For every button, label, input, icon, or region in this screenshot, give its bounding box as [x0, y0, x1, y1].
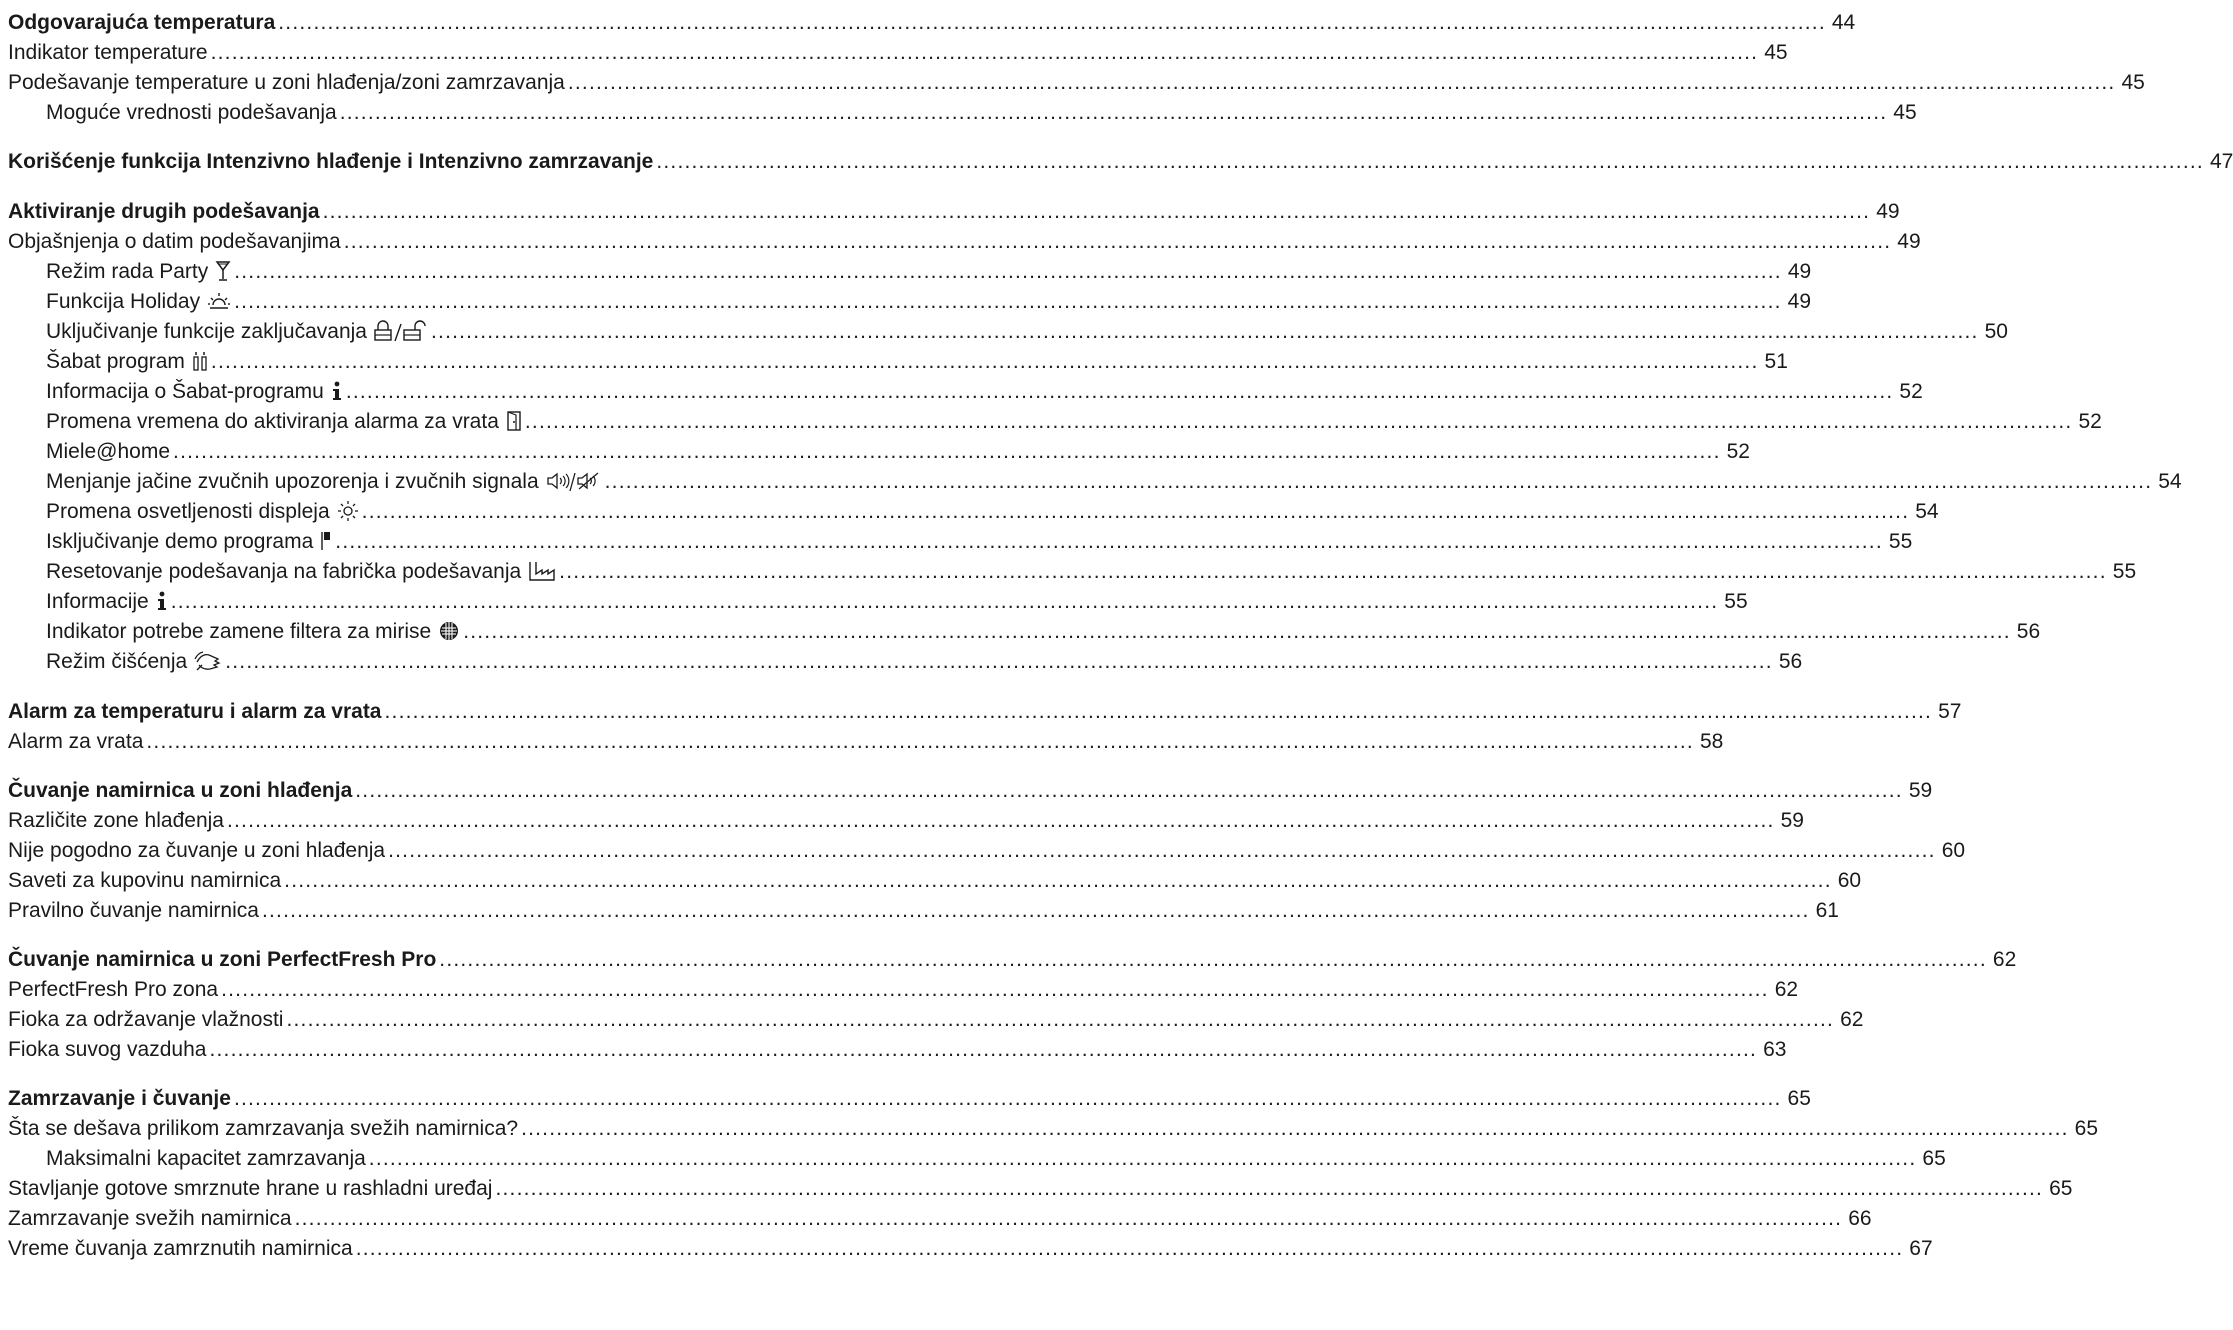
toc-entry[interactable] [8, 1109, 2099, 1140]
dot-leader: ............................................................................................................................................................................................................................ [559, 560, 2107, 583]
toc-entry-title [8, 12, 275, 33]
toc-entry[interactable] [8, 891, 1839, 922]
toc-entry[interactable] [8, 940, 2017, 971]
dot-leader: ............................................................................................................................................................................................................................ [361, 500, 1910, 523]
toc-entry-title [8, 1118, 518, 1139]
page-number: 56 [1778, 650, 1803, 673]
page-number: 45 [1764, 41, 1788, 64]
page-number: 62 [1774, 978, 1799, 1001]
toc-entry-title [46, 560, 556, 582]
toc-entry[interactable] [8, 33, 1788, 64]
page-number: 49 [1787, 290, 1812, 313]
dot-leader: ............................................................................................................................................................................................................................ [384, 700, 1933, 723]
toc-entry-label: Fioka za održavanje vlažnosti [8, 1008, 284, 1031]
toc-entry[interactable] [8, 1030, 1787, 1061]
dot-leader: ............................................................................................................................................................................................................................ [225, 650, 1773, 673]
dot-leader: ............................................................................................................................................................................................................................ [431, 320, 1979, 343]
toc-entry-label: PerfectFresh Pro zona [8, 978, 219, 1001]
lock-unlock-icon [374, 320, 428, 342]
toc-entry-label: Uključivanje funkcije zaključavanja [46, 320, 367, 343]
toc-entry-title [8, 810, 224, 831]
page-number: 54 [2158, 470, 2182, 493]
toc-entry[interactable] [8, 312, 2008, 343]
toc-entry-title [8, 870, 281, 891]
toc-entry-label: Vreme čuvanja zamrznutih namirnica [8, 1237, 353, 1260]
page-number: 52 [1726, 440, 1750, 463]
toc-entry[interactable] [8, 1000, 1864, 1031]
toc-entry-title [8, 231, 341, 252]
toc-entry-title [46, 290, 231, 312]
brightness-icon [337, 500, 359, 522]
toc-entry-label: Šabat program [46, 350, 185, 373]
page-number: 66 [1848, 1207, 1872, 1230]
toc-entry-title [8, 900, 259, 921]
page-number: 65 [1787, 1087, 1811, 1110]
toc-entry-title [46, 620, 460, 642]
dot-leader: ............................................................................................................................................................................................................................ [221, 978, 1769, 1001]
page-number: 59 [1908, 779, 1933, 802]
toc-entry[interactable] [8, 1139, 1946, 1170]
toc-entry-label: Režim rada Party [46, 260, 209, 283]
page-number: 63 [1763, 1038, 1787, 1061]
dot-leader: ............................................................................................................................................................................................................................ [345, 380, 1894, 403]
dot-leader: ............................................................................................................................................................................................................................ [355, 779, 1903, 802]
toc-entry[interactable] [8, 93, 1917, 124]
page-number: 60 [1837, 869, 1862, 892]
toc-entry-title [8, 1088, 231, 1109]
toc-entry[interactable] [8, 642, 1803, 673]
dot-leader: ............................................................................................................................................................................................................................ [339, 101, 1888, 124]
page-number: 49 [1787, 260, 1812, 283]
toc-entry-label: Nije pogodno za čuvanje u zoni hlađenja [8, 839, 386, 862]
info-icon [331, 380, 343, 402]
toc-entry-title [46, 260, 231, 282]
toc-entry[interactable] [8, 192, 1900, 223]
dot-leader: ............................................................................................................................................................................................................................ [656, 150, 2204, 173]
toc-entry-label: Čuvanje namirnica u zoni PerfectFresh Pro [8, 948, 437, 971]
toc-entry-title [46, 530, 332, 552]
page-number: 61 [1815, 899, 1839, 922]
toc-entry-title [46, 102, 337, 123]
toc-entry-title [8, 72, 565, 93]
page-number: 55 [2112, 560, 2137, 583]
toc-entry[interactable] [8, 142, 2233, 173]
dot-leader: ............................................................................................................................................................................................................................ [278, 11, 1826, 34]
page-number: 65 [2074, 1117, 2099, 1140]
toc-entry-label: Različite zone hlađenja [8, 809, 224, 832]
dot-leader: ............................................................................................................................................................................................................................ [439, 948, 1987, 971]
dot-leader: ............................................................................................................................................................................................................................ [521, 1117, 2069, 1140]
dot-leader: ............................................................................................................................................................................................................................ [226, 809, 1775, 832]
toc-entry[interactable] [8, 282, 1812, 313]
toc-entry[interactable] [8, 831, 1966, 862]
toc-entry-title [8, 1208, 292, 1229]
page-number: 52 [1899, 380, 1923, 403]
page-number: 57 [1938, 700, 1962, 723]
toc-entry[interactable] [8, 612, 2041, 643]
toc-entry[interactable] [8, 1079, 1811, 1110]
toc-entry-label: Isključivanje demo programa [46, 530, 314, 553]
toc-entry-label: Promena vremena do aktiviranja alarma za vrata [46, 410, 499, 433]
page-number: 58 [1699, 730, 1724, 753]
toc-entry[interactable] [8, 801, 1804, 832]
page-number: 47 [2209, 150, 2233, 173]
toc-entry-label: Objašnjenja o datim podešavanjima [8, 230, 341, 253]
toc-entry-label: Menjanje jačine zvučnih upozorenja i zvučnih signala [46, 470, 539, 493]
toc-entry-label: Alarm za vrata [8, 730, 144, 753]
dot-leader: ............................................................................................................................................................................................................................ [343, 230, 1892, 253]
demo-flag-icon [320, 530, 332, 552]
toc-entry-title [8, 42, 208, 63]
page-number: 45 [1893, 101, 1917, 124]
toc-entry[interactable] [8, 552, 2137, 583]
toc-entry[interactable] [8, 222, 1921, 253]
toc-entry[interactable] [8, 861, 1862, 892]
dot-leader: ............................................................................................................................................................................................................................ [388, 839, 1936, 862]
toc-entry-label: Resetovanje podešavanja na fabrička podešavanja [46, 560, 522, 583]
toc-entry-label: Maksimalni kapacitet zamrzavanja [46, 1147, 366, 1170]
dot-leader: ............................................................................................................................................................................................................................ [335, 530, 1883, 553]
factory-icon [528, 560, 556, 582]
toc-entry-label: Indikator potrebe zamene filtera za mirise [46, 620, 432, 643]
toc-entry-title [8, 780, 352, 801]
page-number: 49 [1897, 230, 1921, 253]
toc-entry-title [8, 201, 320, 222]
toc-entry-title [8, 151, 653, 172]
dot-leader: ............................................................................................................................................................................................................................ [146, 730, 1694, 753]
page-number: 62 [1992, 948, 2017, 971]
page-number: 62 [1840, 1008, 1864, 1031]
toc-entry[interactable] [8, 63, 2145, 94]
toc-entry[interactable] [8, 462, 2182, 493]
toc-entry-label: Režim čišćenja [46, 650, 188, 673]
toc-entry-label: Miele@home [46, 440, 171, 463]
door-icon [506, 410, 522, 432]
page-number: 54 [1915, 500, 1939, 523]
page-number: 45 [2121, 71, 2145, 94]
toc-entry-label: Informacija o Šabat-programu [46, 380, 324, 403]
page-number: 49 [1876, 200, 1900, 223]
page-number: 55 [1724, 590, 1748, 613]
toc-entry-title [46, 1148, 366, 1169]
toc-entry[interactable] [8, 522, 1913, 553]
page-number: 44 [1831, 11, 1856, 34]
page-number: 55 [1888, 530, 1913, 553]
dot-leader: ............................................................................................................................................................................................................................ [210, 350, 1759, 373]
toc-entry[interactable] [8, 402, 2102, 433]
dot-leader: ............................................................................................................................................................................................................................ [210, 41, 1759, 64]
toc-entry-label: Podešavanje temperature u zoni hlađenja/zoni zamrzavanja [8, 71, 565, 94]
toc-entry-label: Zamrzavanje i čuvanje [8, 1087, 231, 1110]
toc-entry-label: Odgovarajuća temperatura [8, 11, 276, 34]
party-glass-icon [215, 260, 231, 282]
sabbath-candles-icon [192, 350, 208, 372]
filter-icon [438, 620, 460, 642]
toc-entry-title [8, 1238, 353, 1259]
toc-entry[interactable] [8, 582, 1748, 613]
toc-entry-label: Alarm za temperaturu i alarm za vrata [8, 700, 382, 723]
dot-leader: ............................................................................................................................................................................................................................ [495, 1177, 2044, 1200]
toc-entry-label: Čuvanje namirnica u zoni hlađenja [8, 779, 353, 802]
toc-entry-title [46, 380, 343, 402]
toc-entry[interactable] [8, 342, 1788, 373]
dot-leader: ............................................................................................................................................................................................................................ [567, 71, 2116, 94]
dot-leader: ............................................................................................................................................................................................................................ [284, 869, 1832, 892]
dot-leader: ............................................................................................................................................................................................................................ [233, 1087, 1782, 1110]
page-number: 56 [2016, 620, 2041, 643]
toc-entry[interactable] [8, 722, 1724, 753]
toc-entry[interactable] [8, 1199, 1872, 1230]
dot-leader: ............................................................................................................................................................................................................................ [322, 200, 1871, 223]
toc-entry[interactable] [8, 1229, 1933, 1260]
toc-entry[interactable] [8, 771, 1933, 802]
page-number: 51 [1764, 350, 1788, 373]
dot-leader: ............................................................................................................................................................................................................................ [294, 1207, 1843, 1230]
toc-entry-label: Funkcija Holiday [46, 290, 201, 313]
dot-leader: ............................................................................................................................................................................................................................ [604, 470, 2153, 493]
toc-entry[interactable] [8, 3, 1856, 34]
speaker-on-off-icon [546, 470, 602, 492]
toc-entry-title [46, 470, 602, 492]
toc-entry-title [8, 1009, 283, 1030]
dot-leader: ............................................................................................................................................................................................................................ [524, 410, 2073, 433]
info-icon [156, 590, 168, 612]
toc-entry-title [8, 840, 385, 861]
dot-leader: ............................................................................................................................................................................................................................ [170, 590, 1719, 613]
toc-entry-title [8, 1039, 206, 1060]
page-number: 65 [2049, 1177, 2073, 1200]
dot-leader: ............................................................................................................................................................................................................................ [234, 260, 1782, 283]
toc-entry-title [46, 320, 428, 342]
toc-entry-title [46, 410, 522, 432]
page-number: 65 [1922, 1147, 1946, 1170]
holiday-sun-icon [207, 290, 231, 312]
cleaning-hand-icon [194, 650, 222, 672]
dot-leader: ............................................................................................................................................................................................................................ [368, 1147, 1917, 1170]
toc-entry[interactable] [8, 970, 1799, 1001]
toc-entry-label: Zamrzavanje svežih namirnica [8, 1207, 292, 1230]
toc-entry-title [8, 949, 436, 970]
toc-entry-label: Indikator temperature [8, 41, 208, 64]
toc-entry-title [46, 441, 170, 462]
toc-entry-label: Korišćenje funkcija Intenzivno hlađenje i Intenzivno zamrzavanje [8, 150, 654, 173]
page-number: 60 [1941, 839, 1966, 862]
toc-entry-label: Informacije [46, 590, 149, 613]
toc-entry[interactable] [8, 1169, 2073, 1200]
toc-entry-label: Stavljanje gotove smrznute hrane u rashladni uređaj [8, 1177, 493, 1200]
toc-entry-title [46, 350, 208, 372]
toc-entry-label: Fioka suvog vazduha [8, 1038, 207, 1061]
dot-leader: ............................................................................................................................................................................................................................ [355, 1237, 1904, 1260]
dot-leader: ............................................................................................................................................................................................................................ [286, 1008, 1835, 1031]
toc-entry[interactable] [8, 252, 1812, 283]
toc-entry-label: Moguće vrednosti podešavanja [46, 101, 337, 124]
toc-entry-title [8, 701, 382, 722]
toc-entry-title [46, 500, 359, 522]
page-number: 59 [1780, 809, 1804, 832]
toc-entry-title [8, 979, 218, 1000]
dot-leader: ............................................................................................................................................................................................................................ [463, 620, 2011, 643]
toc-entry-title [46, 590, 168, 612]
toc-entry-title [46, 650, 222, 672]
toc-entry[interactable] [8, 492, 1939, 523]
dot-leader: ............................................................................................................................................................................................................................ [209, 1038, 1758, 1061]
page-number: 50 [1984, 320, 2008, 343]
page-number: 67 [1909, 1237, 1933, 1260]
page-number: 52 [2078, 410, 2102, 433]
toc-entry[interactable] [8, 692, 1962, 723]
toc-entry-label: Pravilno čuvanje namirnica [8, 899, 259, 922]
toc-entry-title [8, 731, 143, 752]
toc-entry-label: Aktiviranje drugih podešavanja [8, 200, 320, 223]
toc-entry-label: Saveti za kupovinu namirnica [8, 869, 282, 892]
toc-entry[interactable] [8, 432, 1750, 463]
dot-leader: ............................................................................................................................................................................................................................ [261, 899, 1810, 922]
dot-leader: ............................................................................................................................................................................................................................ [234, 290, 1782, 313]
toc-entry[interactable] [8, 372, 1923, 403]
toc-entry-label: Promena osvetljenosti displeja [46, 500, 330, 523]
dot-leader: ............................................................................................................................................................................................................................ [173, 440, 1721, 463]
toc-entry-title [8, 1178, 492, 1199]
toc-entry-label: Šta se dešava prilikom zamrzavanja svežih namirnica? [8, 1117, 519, 1140]
